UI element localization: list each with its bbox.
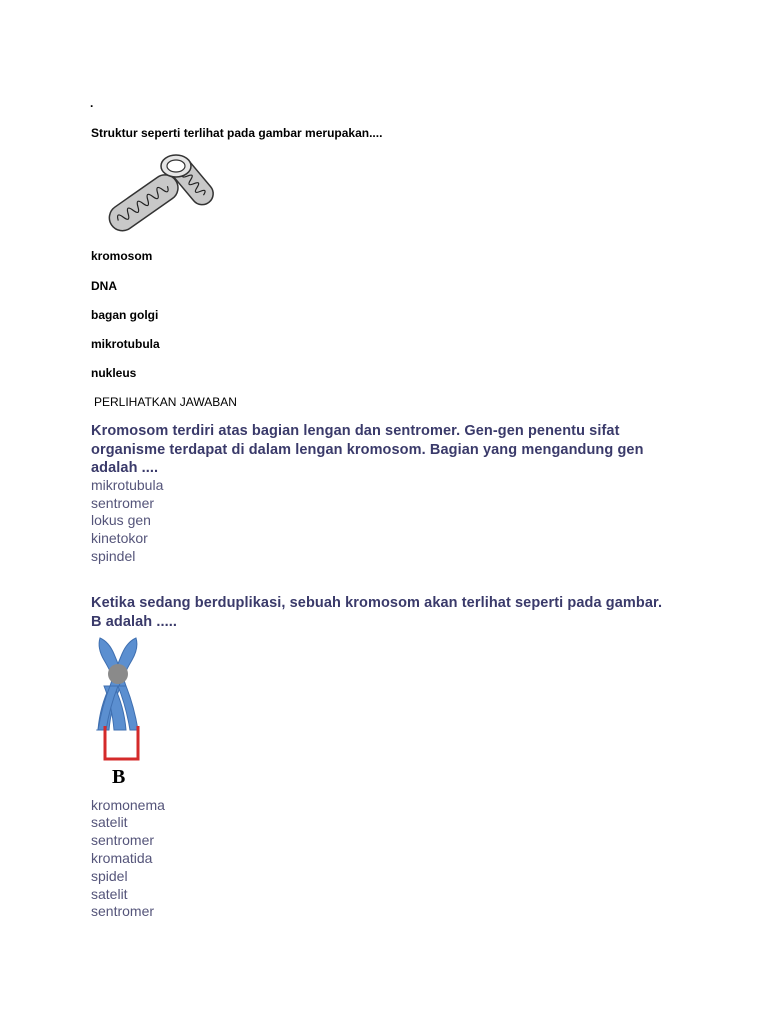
q1-option-4[interactable]: mikrotubula <box>91 337 160 351</box>
question-3-text <box>91 594 731 631</box>
q3-option-7[interactable]: sentromer <box>91 903 155 919</box>
q2-option-5[interactable]: spindel <box>91 548 136 564</box>
chromosome-illustration-1 <box>104 150 222 236</box>
q3-option-5[interactable]: spidel <box>91 868 128 884</box>
q1-option-5[interactable]: nukleus <box>91 366 137 380</box>
question-3-line-2: B adalah ..... <box>91 613 178 630</box>
q2-option-1[interactable]: mikrotubula <box>91 477 164 493</box>
question-2-line-2: organisme terdapat di dalam lengan kromosom. Bagian yang mengandung gen <box>91 441 644 458</box>
q1-option-2[interactable]: DNA <box>91 279 117 293</box>
q3-option-3[interactable]: sentromer <box>91 832 155 848</box>
q2-option-4[interactable]: kinetokor <box>91 530 148 546</box>
q1-option-1[interactable]: kromosom <box>91 249 153 263</box>
question-3-line-1: Ketika sedang berduplikasi, sebuah kromosom akan terlihat seperti pada gambar. <box>91 595 663 611</box>
figure-label-b: B <box>112 766 126 788</box>
question-2-line-3: adalah .... <box>91 460 159 476</box>
leading-dot: . <box>90 96 94 110</box>
question-1-text: Struktur seperti terlihat pada gambar merupakan.... <box>91 126 383 140</box>
q2-option-2[interactable]: sentromer <box>91 495 155 511</box>
q2-option-3[interactable]: lokus gen <box>91 512 151 528</box>
q3-option-2[interactable]: satelit <box>91 814 128 830</box>
question-2-text <box>91 422 691 478</box>
q3-option-4[interactable]: kromatida <box>91 850 153 866</box>
q1-option-3[interactable]: bagan golgi <box>91 308 159 322</box>
q3-option-1[interactable]: kromonema <box>91 797 165 813</box>
show-answer-button[interactable]: PERLIHATKAN JAWABAN <box>94 395 237 409</box>
q3-option-6[interactable]: satelit <box>91 886 128 902</box>
question-2-line-1: Kromosom terdiri atas bagian lengan dan sentromer. Gen-gen penentu sifat <box>91 423 620 439</box>
